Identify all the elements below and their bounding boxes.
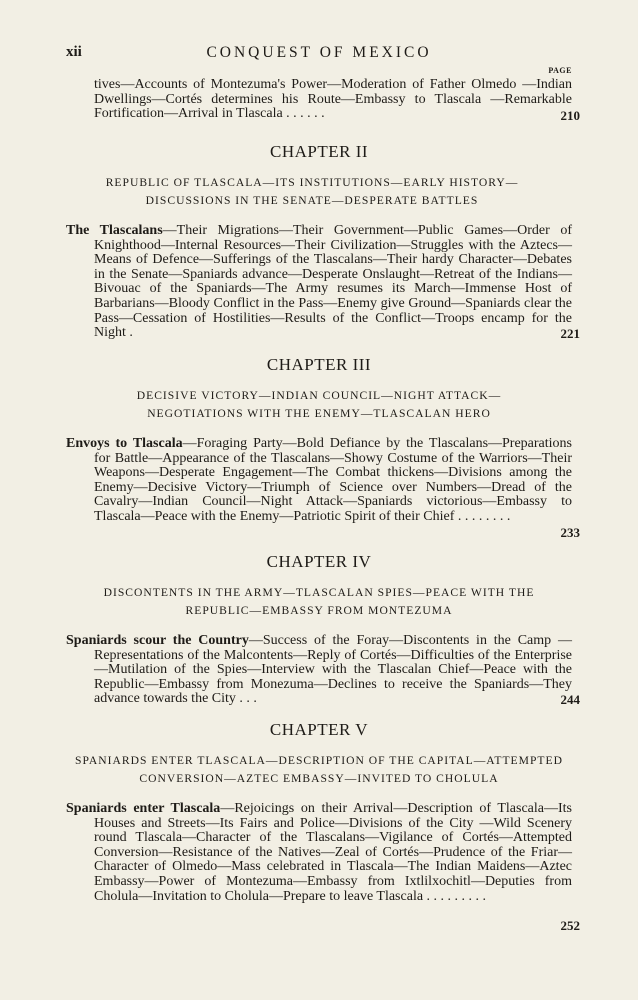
chapter-lead: The Tlascalans bbox=[66, 223, 163, 238]
chapter-contents-text: —Success of the Foray—Discontents in the Camp —Representations of the Malcontents—Reply of Cortés—Difficulties of the Enterprise—Mutilation of the Spies—Interview with the Tlascalan Chief—Peace with the Republic—Embassy from Monezuma—Declines to receive the Spaniards—They advance towards the City . . . bbox=[94, 633, 572, 707]
chapter-contents-text: —Foraging Party—Bold Defiance by the Tlascalans—Preparations for Battle—Appearance of the Tlascalans—Showy Costume of the Warriors—Their Weapons—Desperate Engagement—The Combat thickens—Divisions among the Enemy—Decisive Victory—Triumph of Science over Numbers—Dread of the Cavalry—Indian Council—Night Attack—Spaniards victorious—Embassy to Tlascala—Peace with the Enemy—Patriotic Spirit of their Chief . . . . . . . . bbox=[94, 436, 572, 524]
page-number: xii bbox=[66, 44, 82, 60]
chapter-contents bbox=[66, 802, 572, 904]
chapter-title: CHAPTER II bbox=[269, 142, 369, 161]
chapter-lead: Envoys to Tlascala bbox=[66, 436, 183, 451]
chapter-section bbox=[66, 720, 580, 933]
chapter-title: CHAPTER V bbox=[269, 720, 369, 739]
chapter-contents-text: —Their Migrations—Their Government—Public Games—Order of Knighthood—Internal Resources—Their Civilization—Struggles with the Aztecs—Means of Defence—Sufferings of the Tlascalans—Their hardy Character—Debates in the Senate—Spaniards advance—Desperate Onslaught—Retreat of the Indians—Bivouac of the Spaniards—The Army resumes its March—Immense Host of Barbarians—Bloody Conflict in the Pass—Enemy give Ground—Spaniards clear the Pass—Cessation of Hostilities—Results of the Conflict—Troops encamp for the Night . bbox=[94, 223, 572, 341]
chapter-title: CHAPTER IV bbox=[266, 552, 372, 571]
chapter-contents-text: —Rejoicings on their Arrival—Description of Tlascala—Its Houses and Streets—Its Fairs and Police—Divisions of the City —Wild Scenery round Tlascala—Character of the Tlascalans—Vigilance of Cortés—Attempted Conversion—Resistance of the Natives—Zeal of Cortés—Prudence of the Friar—Character of Olmedo—Mass celebrated in Tlascala—The Indian Maidens—Aztec Embassy—Power of Montezuma—Embassy from Ixtlilxochitl—Deputies from Cholula—Invitation to Cholula—Prepare to leave Tlascala . . . . . . . . . bbox=[94, 801, 572, 904]
chapter-lead: Spaniards enter Tlascala bbox=[66, 801, 221, 816]
chapter-summary: REPUBLIC OF TLASCALA—ITS INSTITUTIONS—EARLY HISTORY—DISCUSSIONS IN THE SENATE—DESPERATE BATTLES bbox=[105, 176, 519, 207]
chapter-page-ref: 252 bbox=[560, 918, 580, 933]
chapter-section bbox=[66, 552, 580, 707]
chapter-page-ref: 233 bbox=[560, 525, 580, 540]
chapter-section bbox=[66, 355, 580, 540]
chapter-contents bbox=[66, 224, 572, 341]
page-header bbox=[66, 44, 572, 64]
chapter-page-ref: 221 bbox=[560, 326, 580, 341]
chapter-contents bbox=[66, 437, 572, 525]
chapter-contents bbox=[66, 634, 572, 707]
running-title: CONQUEST OF MEXICO bbox=[206, 44, 432, 61]
chapter-title: CHAPTER III bbox=[266, 355, 372, 374]
chapter-page-ref: 244 bbox=[560, 692, 580, 707]
chapter-lead: Spaniards scour the Country bbox=[66, 633, 249, 648]
chapter-summary: DISCONTENTS IN THE ARMY—TLASCALAN SPIES—PEACE WITH THE REPUBLIC—EMBASSY FROM MONTEZUMA bbox=[103, 586, 535, 617]
intro-text: tives—Accounts of Montezuma's Power—Moderation of Father Olmedo —Indian Dwellings—Cortés determines his Route—Embassy to Tlascala —Remarkable Fortification—Arrival in Tlascala . . . . . . bbox=[94, 77, 572, 122]
intro-page-ref: 210 bbox=[560, 108, 580, 123]
page-column-label: PAGE bbox=[548, 66, 572, 75]
intro-entry bbox=[66, 77, 580, 123]
chapter-summary: DECISIVE VICTORY—INDIAN COUNCIL—NIGHT ATTACK—NEGOTIATIONS WITH THE ENEMY—TLASCALAN HERO bbox=[136, 389, 502, 420]
chapter-summary: SPANIARDS ENTER TLASCALA—DESCRIPTION OF THE CAPITAL—ATTEMPTED CONVERSION—AZTEC EMBASSY—INVITED TO CHOLULA bbox=[75, 754, 563, 785]
chapter-section bbox=[66, 142, 580, 341]
